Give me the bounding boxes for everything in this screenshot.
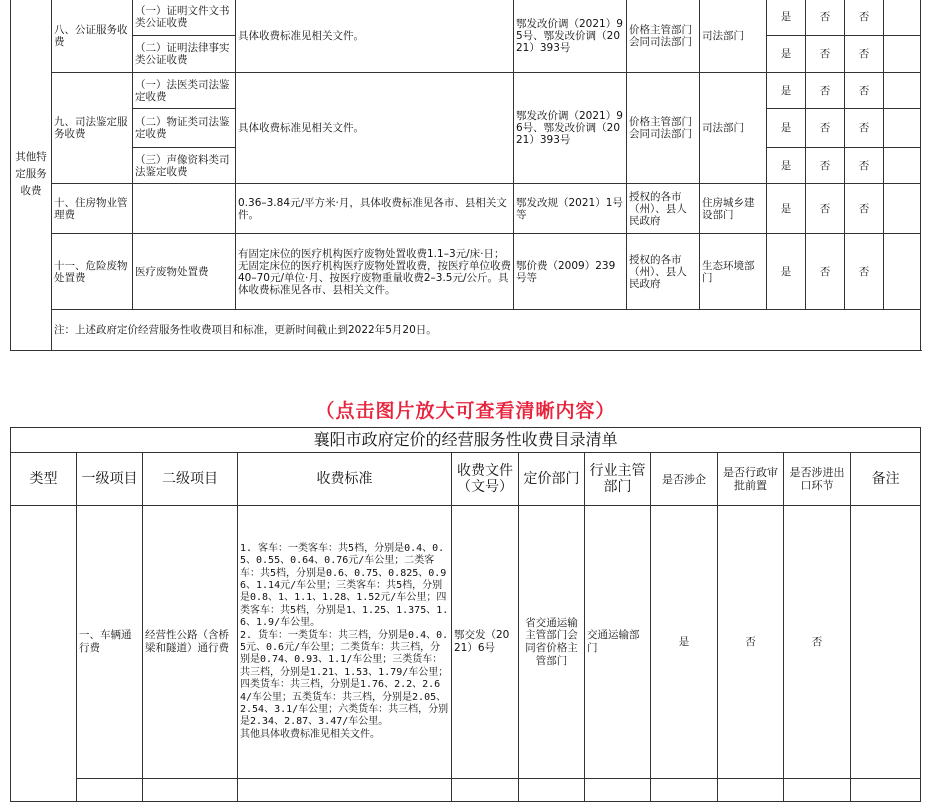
table-row [11, 184, 921, 234]
approval-cell: 否 [806, 36, 845, 73]
approval-cell: 否 [806, 184, 845, 234]
industry-dept-cell: 司法部门 [700, 73, 767, 184]
enterprise-cell: 是 [767, 184, 806, 234]
fee-table-continued [10, 0, 921, 351]
level2-cell: 经营性公路（含桥梁和隧道）通行费 [143, 506, 238, 779]
table-row [11, 506, 921, 779]
approval-cell: 否 [806, 73, 845, 109]
header-type: 类型 [11, 453, 77, 506]
import-export-cell: 否 [845, 73, 884, 109]
standard-cell: 具体收费标准见相关文件。 [236, 73, 514, 184]
level2-cell [133, 184, 236, 234]
import-export-cell: 否 [845, 0, 884, 36]
import-export-cell: 否 [845, 36, 884, 73]
level1-cell: 八、公证服务收费 [52, 0, 133, 73]
note-text: 注：上述政府定价经营服务性收费项目和标准，更新时间截止到2022年5月20日。 [52, 310, 921, 351]
remark-cell [884, 36, 921, 73]
doc-cell: 鄂价费（2009）239号等 [514, 234, 627, 310]
enterprise-cell: 是 [767, 36, 806, 73]
import-export-cell: 否 [845, 234, 884, 310]
table-row [11, 73, 921, 109]
xiangyang-fee-table [10, 427, 921, 802]
remark-cell [851, 506, 921, 779]
doc-cell: 鄂发改规（2021）1号等 [514, 184, 627, 234]
pricing-dept-cell: 价格主管部门会同司法部门 [627, 0, 700, 73]
enterprise-cell: 是 [767, 109, 806, 148]
industry-dept-cell: 生态环境部门 [700, 234, 767, 310]
remark-cell [884, 0, 921, 36]
category-cell: 其他特定服务收费 [11, 0, 52, 351]
table-header-row [11, 453, 921, 506]
enterprise-cell: 是 [651, 506, 718, 779]
level1-cell: 一、车辆通行费 [77, 506, 143, 779]
standard-cell: 0.36–3.84元/平方米·月，具体收费标准见各市、县相关文件。 [236, 184, 514, 234]
import-export-cell: 否 [845, 184, 884, 234]
header-pricing-dept: 定价部门 [519, 453, 585, 506]
level2-cell: （一）证明文件文书类公证收费 [133, 0, 236, 36]
industry-dept-cell: 司法部门 [700, 0, 767, 73]
industry-dept-cell: 住房城乡建设部门 [700, 184, 767, 234]
standard-cell: 有固定床位的医疗机构医疗废物处置收费1.1–3元/床·日；无固定床位的医疗机构医疗废物处置收费，按医疗单位收费40–70元/单位·月、按医疗废物重量收费2–3.5元/公斤。具体收费标准见各市、县相关文件。 [236, 234, 514, 310]
doc-cell: 鄂发改价调（2021）95号、鄂发改价调（2021）393号 [514, 0, 627, 73]
doc-cell: 鄂发改价调（2021）96号、鄂发改价调（2021）393号 [514, 73, 627, 184]
header-standard: 收费标准 [238, 453, 452, 506]
type-cell [11, 506, 77, 802]
header-doc: 收费文件（文号） [452, 453, 519, 506]
import-export-cell: 否 [784, 506, 851, 779]
approval-cell: 否 [806, 148, 845, 184]
pricing-dept-cell: 省交通运输主管部门会同省价格主管部门 [519, 506, 585, 779]
enterprise-cell: 是 [767, 148, 806, 184]
remark-cell [884, 234, 921, 310]
approval-cell: 否 [806, 0, 845, 36]
header-enterprise: 是否涉企 [651, 453, 718, 506]
level2-cell: （一）法医类司法鉴定收费 [133, 73, 236, 109]
header-remark: 备注 [851, 453, 921, 506]
import-export-cell: 否 [845, 148, 884, 184]
level2-cell: （三）声像资料类司法鉴定收费 [133, 148, 236, 184]
level2-cell: （二）物证类司法鉴定收费 [133, 109, 236, 148]
doc-cell: 鄂交发（2021）6号 [452, 506, 519, 779]
table-row [11, 779, 921, 802]
standard-cell: 1. 客车：一类客车：共5档，分别是0.4、0.5、0.55、0.64、0.76元/车公里；二类客车：共5档，分别是0.6、0.75、0.825、0.96、1.14元/车公里；三类客车：共5档，分别是0.8、1、1.1、1.28、1.52元/车公里；四类客车：共5档，分别是1、1.25、1.375、1.6、1.9/车公里。 2. 货车：一类货车：共三档，分别是0.4、0.5元、0.6元/车公里；二类货车：共三档，分别是0.74、0.93、1.1/车公里；三类货车：共三档，分别是1.21、1.53、1.79/车公里；四类货车：共三档，分别是1.76、2.2、2.64/车公里；五类货车：共三档，分别是2.05、2.54、3.1/车公里；六类货车：共三档，分别是2.34、2.87、3.47/车公里。 其他具体收费标准见相关文件。 [238, 506, 452, 779]
table-row [11, 0, 921, 36]
remark-cell [884, 73, 921, 109]
header-import-export: 是否涉进出口环节 [784, 453, 851, 506]
level1-cell: 九、司法鉴定服务收费 [52, 73, 133, 184]
header-approval: 是否行政审批前置 [718, 453, 784, 506]
standard-cell: 具体收费标准见相关文件。 [236, 0, 514, 73]
remark-cell [884, 148, 921, 184]
industry-dept-cell: 交通运输部门 [585, 506, 651, 779]
pricing-dept-cell: 授权的各市（州）、县人民政府 [627, 234, 700, 310]
level1-cell: 十、住房物业管理费 [52, 184, 133, 234]
table-row [11, 234, 921, 310]
table-title-row [11, 428, 921, 453]
approval-cell: 否 [806, 234, 845, 310]
pricing-dept-cell: 授权的各市（州）、县人民政府 [627, 184, 700, 234]
remark-cell [884, 184, 921, 234]
table-title: 襄阳市政府定价的经营服务性收费目录清单 [11, 428, 921, 453]
remark-cell [884, 109, 921, 148]
enterprise-cell: 是 [767, 0, 806, 36]
approval-cell: 否 [718, 506, 784, 779]
zoom-hint-banner: （点击图片放大可查看清晰内容） [315, 400, 616, 422]
level2-cell: （二）证明法律事实类公证收费 [133, 36, 236, 73]
note-row [11, 310, 921, 351]
level2-cell: 医疗废物处置费 [133, 234, 236, 310]
approval-cell: 否 [806, 109, 845, 148]
header-level1: 一级项目 [77, 453, 143, 506]
enterprise-cell: 是 [767, 73, 806, 109]
pricing-dept-cell: 价格主管部门会同司法部门 [627, 73, 700, 184]
import-export-cell: 否 [845, 109, 884, 148]
level1-cell: 十一、危险废物处置费 [52, 234, 133, 310]
header-industry-dept: 行业主管部门 [585, 453, 651, 506]
enterprise-cell: 是 [767, 234, 806, 310]
header-level2: 二级项目 [143, 453, 238, 506]
